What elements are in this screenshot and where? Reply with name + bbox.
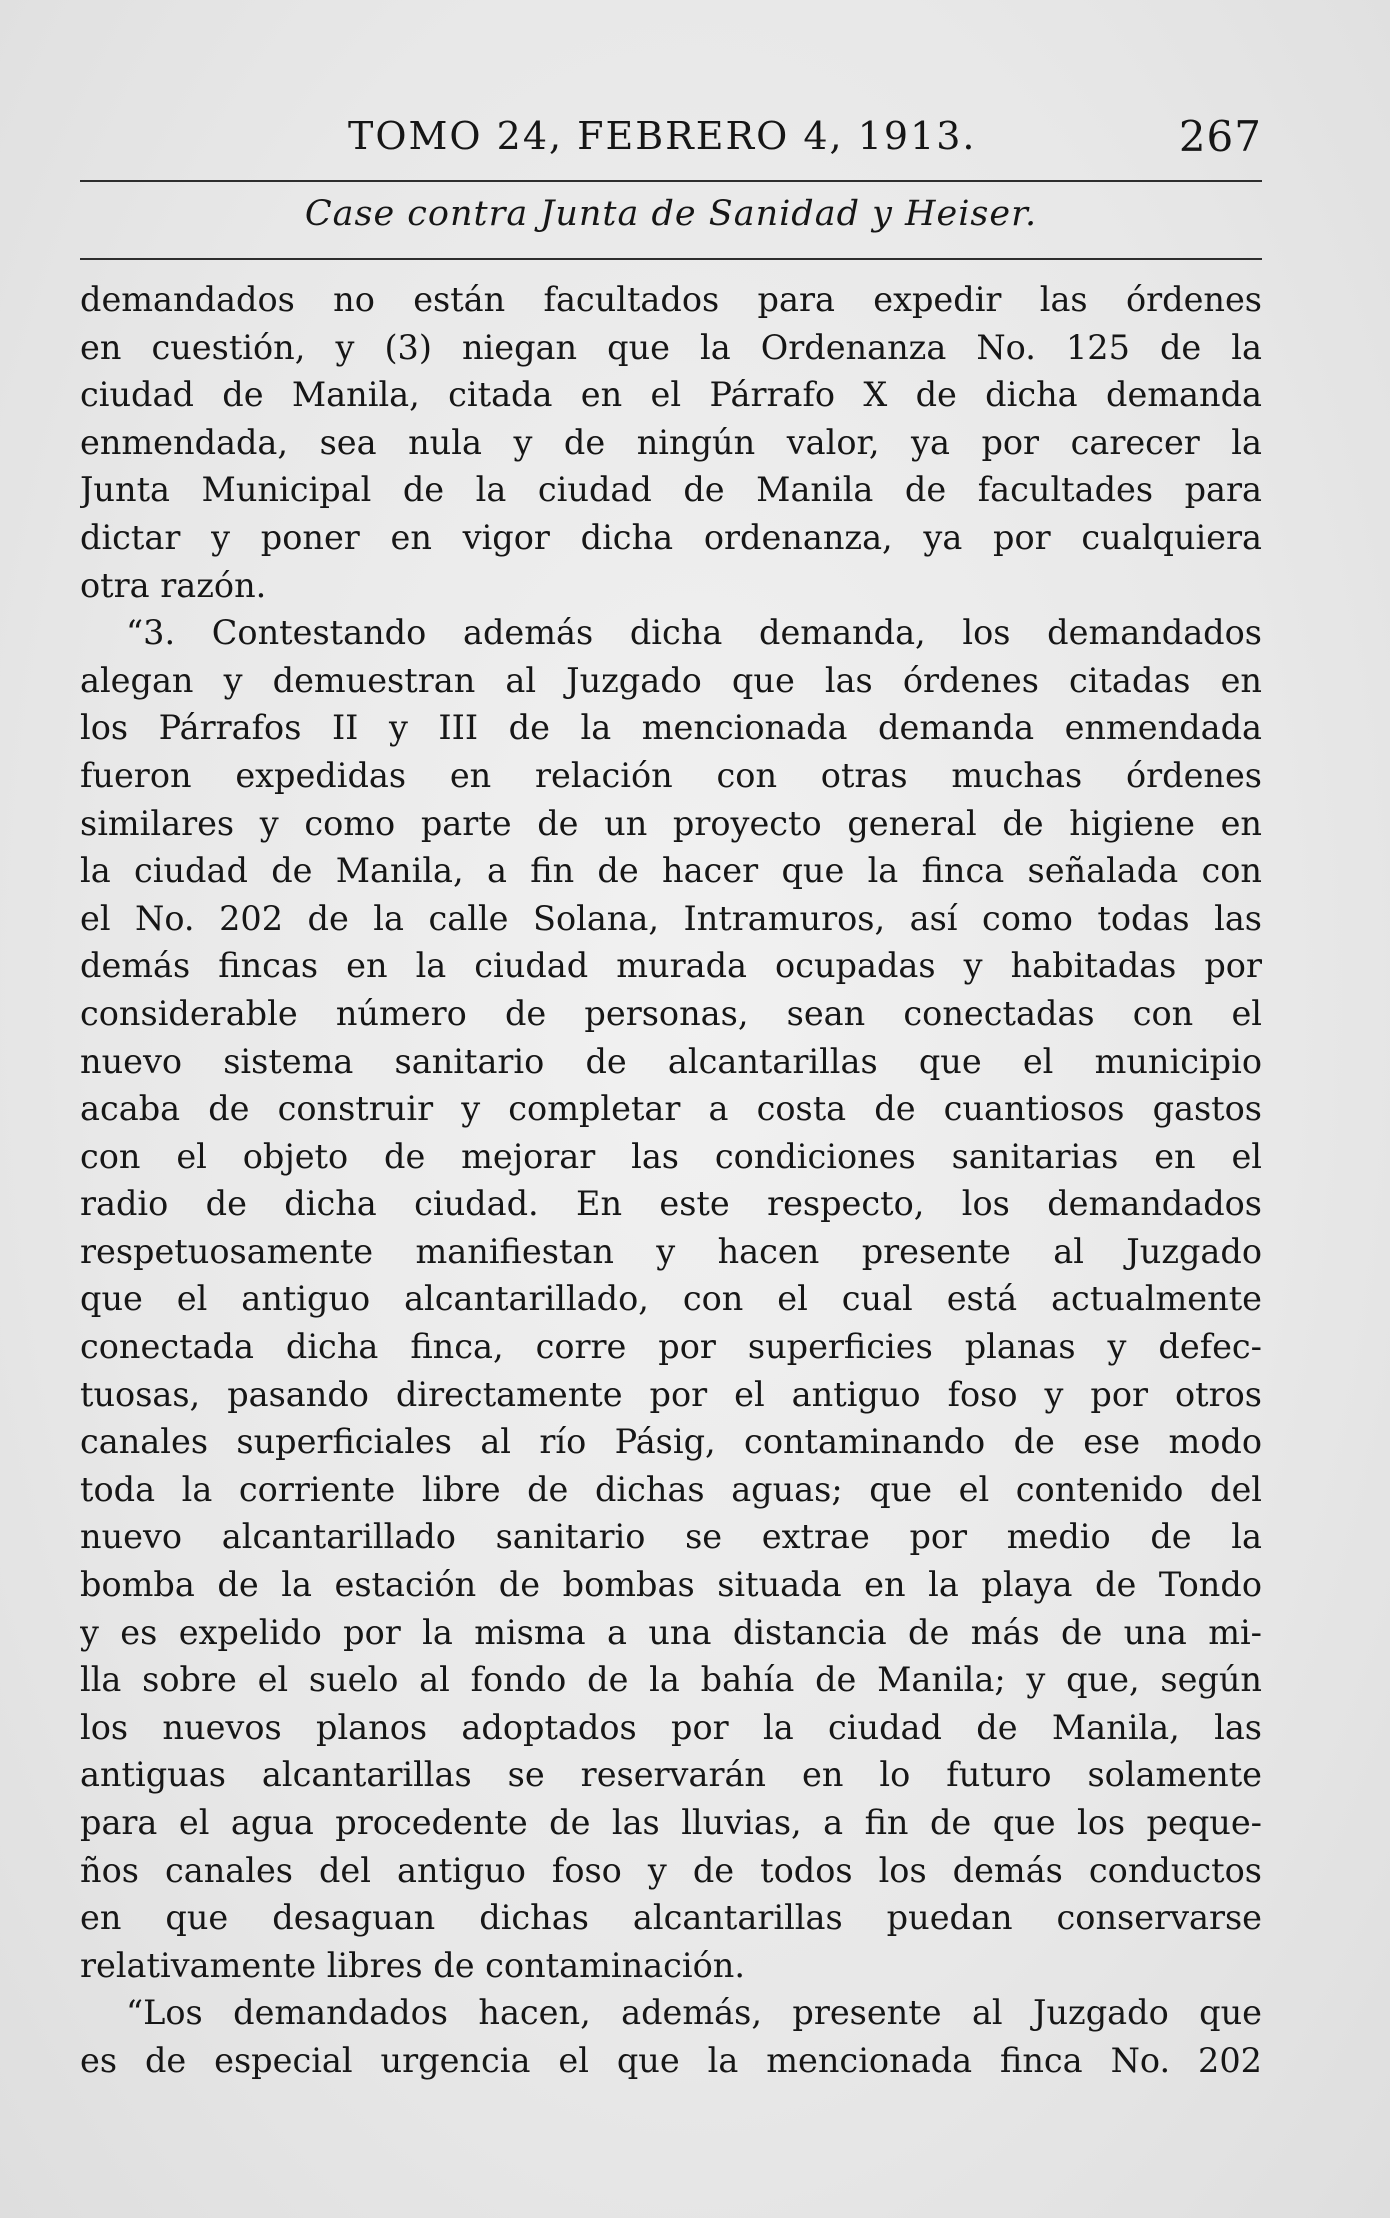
text-line: que el antiguo alcantarillado, con el cual está actualmente <box>80 1279 1262 1319</box>
text-line: demandados no están facultados para expedir las órdenes <box>80 280 1262 319</box>
text-line: la ciudad de Manila, a fin de hacer que la finca señalada con <box>80 851 1262 891</box>
text-line: enmendada, sea nula y de ningún valor, ya por carecer la <box>80 422 1262 462</box>
text-line: bomba de la estación de bombas situada en la playa de Tondo <box>80 1565 1262 1605</box>
text-line: en que desaguan dichas alcantarillas puedan conservarse <box>80 1898 1262 1938</box>
text-line: con el objeto de mejorar las condiciones sanitarias en el <box>80 1136 1262 1176</box>
case-subtitle: Case contra Junta de Sanidad y Heiser. <box>304 194 1038 234</box>
text-line: para el agua procedente de las lluvias, a fin de que los peque- <box>80 1803 1262 1842</box>
text-line: demás fincas en la ciudad murada ocupadas y habitadas por <box>80 946 1262 986</box>
text-line: radio de dicha ciudad. En este respecto, los demandados <box>80 1184 1262 1224</box>
header-rule-bottom <box>80 258 1262 260</box>
text-line: relativamente libres de contaminación. <box>80 1945 746 1985</box>
text-line: fueron expedidas en relación con otras muchas órdenes <box>80 755 1262 795</box>
text-line: canales superficiales al río Pásig, contaminando de ese modo <box>80 1422 1262 1462</box>
text-line: conectada dicha finca, corre por superficies planas y defec- <box>80 1327 1262 1367</box>
text-line: acaba de construir y completar a costa de cuantiosos gastos <box>80 1089 1262 1129</box>
text-line: tuosas, pasando directamente por el antiguo foso y por otros <box>80 1374 1262 1414</box>
text-line: alegan y demuestran al Juzgado que las órdenes citadas en <box>80 660 1262 700</box>
text-line: similares y como parte de un proyecto general de higiene en <box>80 803 1262 843</box>
paragraph-start-line: “Los demandados hacen, además, presente al Juzgado que <box>126 1993 1262 2033</box>
text-line: nuevo sistema sanitario de alcantarillas que el municipio <box>80 1041 1262 1081</box>
paragraph-start-line: “3. Contestando además dicha demanda, los demandados <box>126 613 1262 653</box>
text-line: respetuosamente manifiestan y hacen presente al Juzgado <box>80 1231 1262 1271</box>
text-line: ños canales del antiguo foso y de todos los demás conductos <box>80 1850 1262 1890</box>
text-line: los nuevos planos adoptados por la ciudad de Manila, las <box>80 1707 1262 1747</box>
text-line: toda la corriente libre de dichas aguas; que el contenido del <box>80 1469 1262 1509</box>
header-rule-top <box>80 180 1262 182</box>
text-line: ciudad de Manila, citada en el Párrafo X de dicha demanda <box>80 375 1262 415</box>
text-line: dictar y poner en vigor dicha ordenanza, ya por cualquiera <box>80 517 1262 557</box>
running-head: TOMO 24, FEBRERO 4, 1913. <box>348 114 977 158</box>
text-line: los Párrafos II y III de la mencionada demanda enmendada <box>80 708 1262 748</box>
text-line: el No. 202 de la calle Solana, Intramuros, así como todas las <box>80 898 1262 938</box>
text-line: es de especial urgencia el que la mencionada finca No. 202 <box>80 2040 1262 2080</box>
page-number: 267 <box>1178 112 1262 161</box>
body-text <box>80 276 1262 2085</box>
text-line: lla sobre el suelo al fondo de la bahía de Manila; y que, según <box>80 1660 1262 1700</box>
text-line: en cuestión, y (3) niegan que la Ordenanza No. 125 de la <box>80 327 1262 367</box>
text-line: nuevo alcantarillado sanitario se extrae por medio de la <box>80 1517 1262 1557</box>
text-line: antiguas alcantarillas se reservarán en lo futuro solamente <box>80 1755 1262 1795</box>
text-line: Junta Municipal de la ciudad de Manila de facultades para <box>80 470 1262 510</box>
text-line: y es expelido por la misma a una distancia de más de una mi- <box>80 1612 1262 1652</box>
text-line: considerable número de personas, sean conectadas con el <box>80 993 1262 1033</box>
page-header <box>80 108 1262 172</box>
text-line: otra razón. <box>80 565 267 605</box>
